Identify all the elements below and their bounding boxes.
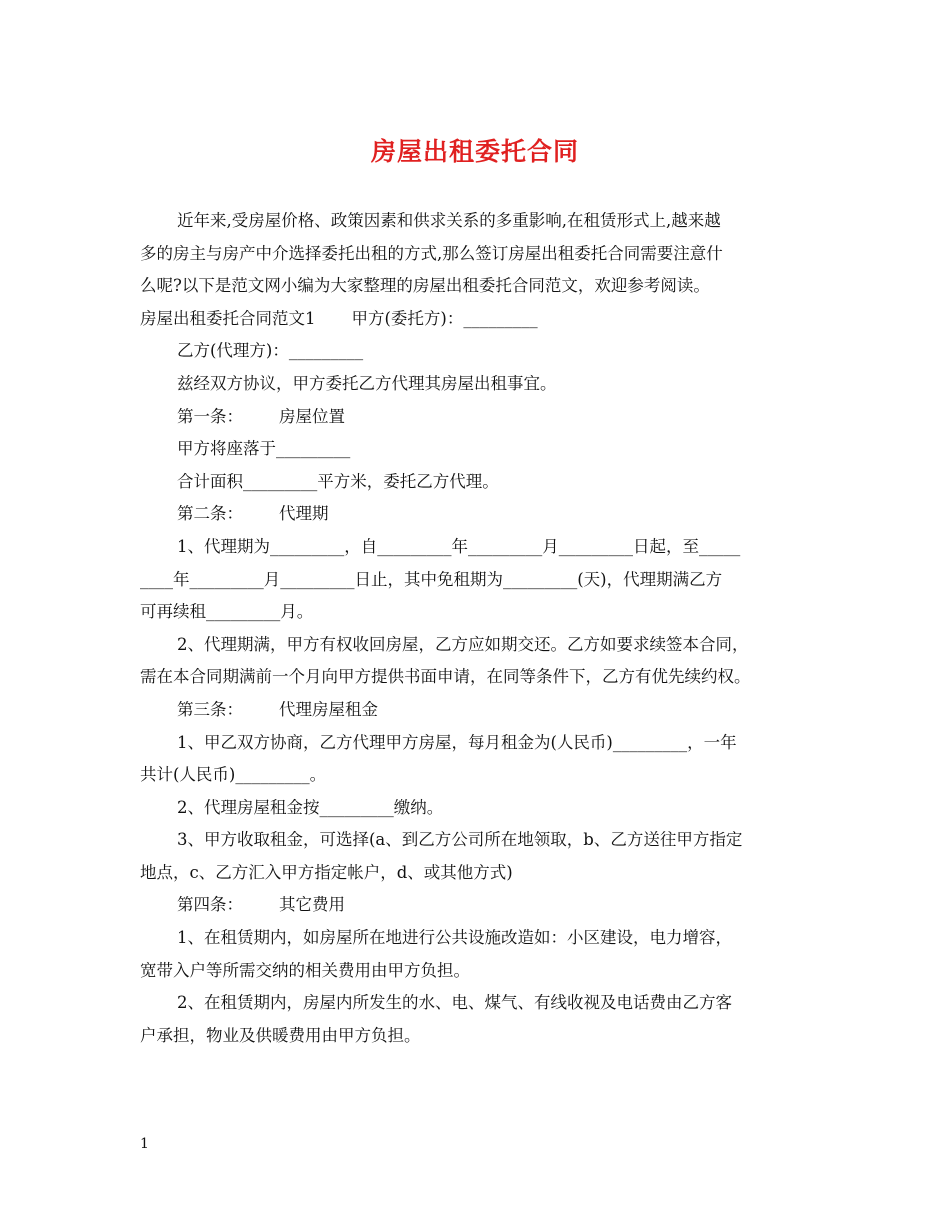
- article-number: 第四条：: [177, 895, 243, 915]
- paragraph-line: ____年_________月_________日止，其中免租期为_________(天)，代理期满乙方: [140, 569, 723, 589]
- article-number: 第二条：: [177, 504, 243, 524]
- paragraph-line: 宽带入户等所需交纳的相关费用由甲方负担。: [140, 960, 470, 980]
- paragraph-line: 需在本合同期满前一个月向甲方提供书面申请，在同等条件下，乙方有优先续约权。: [140, 667, 751, 687]
- sample-heading: 房屋出租委托合同范文1: [140, 308, 316, 328]
- party-b-field: 乙方(代理方)：_________: [177, 341, 364, 361]
- article-heading: [140, 889, 820, 922]
- document-title: 房屋出租委托合同: [370, 137, 579, 166]
- article-heading: [140, 498, 820, 531]
- paragraph-line: 兹经双方协议，甲方委托乙方代理其房屋出租事宜。: [177, 373, 557, 393]
- paragraph-line: 3、甲方收取租金，可选择(a、到乙方公司所在地领取，b、乙方送往甲方指定: [177, 830, 743, 850]
- paragraph-line: 共计(人民币)_________。: [140, 765, 327, 785]
- paragraph-line: 2、在租赁期内，房屋内所发生的水、电、煤气、有线收视及电话费由乙方客: [177, 993, 732, 1013]
- article-number: 第一条：: [177, 406, 243, 426]
- article-title: 代理期: [279, 504, 329, 524]
- paragraph-line: 1、在租赁期内，如房屋所在地进行公共设施改造如：小区建设，电力增容，: [177, 928, 732, 948]
- paragraph-line: 2、代理期满，甲方有权收回房屋，乙方应如期交还。乙方如要求续签本合同，: [177, 634, 749, 654]
- article-heading: [140, 401, 820, 434]
- paragraph-line: 么呢?以下是范文网小编为大家整理的房屋出租委托合同范文，欢迎参考阅读。: [140, 276, 710, 296]
- paragraph-line: 1、甲乙双方协商，乙方代理甲方房屋，每月租金为(人民币)_________，一年: [177, 732, 737, 752]
- paragraph-line: 近年来,受房屋价格、政策因素和供求关系的多重影响,在租赁形式上,越来越: [177, 211, 721, 230]
- paragraph-line: 地点，c、乙方汇入甲方指定帐户，d、或其他方式): [140, 862, 513, 882]
- paragraph-line: 2、代理房屋租金按_________缴纳。: [177, 797, 444, 817]
- paragraph-line: 1、代理期为_________，自_________年_________月_________日起，至_____: [177, 536, 741, 556]
- article-number: 第三条：: [177, 699, 243, 719]
- article-title: 代理房屋租金: [279, 699, 378, 719]
- article-heading: [140, 694, 820, 727]
- paragraph-line: 甲方将座落于_________: [177, 439, 351, 459]
- paragraph-line: 可再续租_________月。: [140, 602, 314, 622]
- paragraph-line: 户承担，物业及供暖费用由甲方负担。: [140, 1025, 421, 1045]
- party-a-field: 甲方(委托方)：_________: [351, 308, 538, 328]
- document-body: [140, 205, 820, 1052]
- paragraph-line: 多的房主与房产中介选择委托出租的方式,那么签订房屋出租委托合同需要注意什: [140, 243, 723, 263]
- paragraph-line: [140, 303, 820, 336]
- article-title: 其它费用: [279, 895, 345, 915]
- page-number: 1: [140, 1136, 149, 1152]
- paragraph-line: 合计面积_________平方米，委托乙方代理。: [177, 471, 499, 491]
- article-title: 房屋位置: [279, 406, 345, 426]
